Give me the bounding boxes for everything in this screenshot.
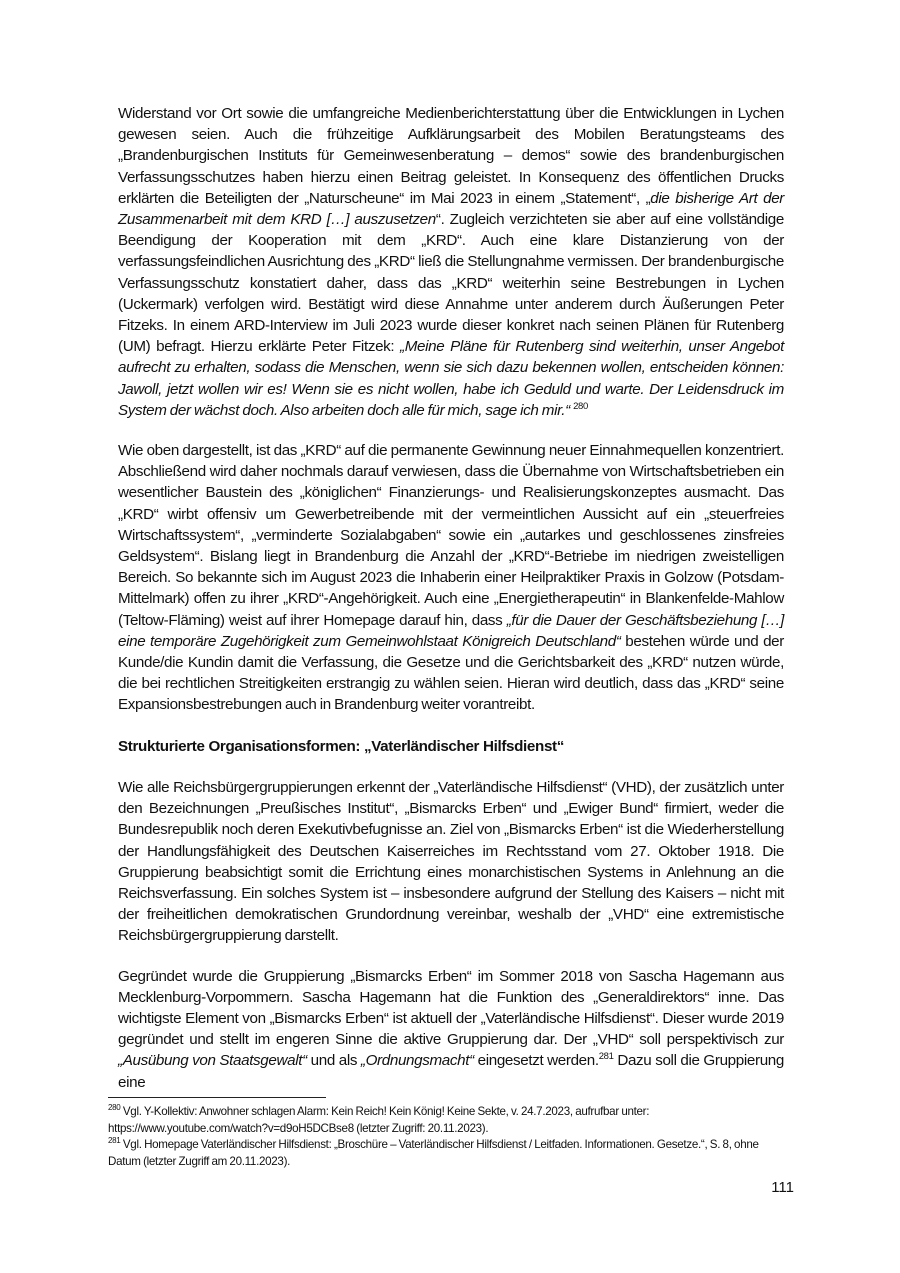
quote-run: „Ausübung von Staatsgewalt“ (118, 1052, 307, 1070)
footnote-divider (108, 1097, 326, 1098)
quote-run: die bisherige Art der Zusammenarbeit mit dem KRD […] auszusetzen (118, 189, 784, 229)
footnote-ref-281[interactable]: 281 (598, 1051, 614, 1063)
paragraph-krd-business (118, 440, 784, 716)
footnote-280 (108, 1104, 788, 1137)
text-run: Widerstand vor Ort sowie die umfangreiche Medienberichterstattung über die Entwicklungen in Lychen gewesen seien. Auch die frühzeitige Aufklärungsarbeit des Mobilen Beratungsteams des „Brandenburgischen Instituts für Gemeinwesenberatung – demos“ sowie des brandenburgischen Verfassungsschutzes haben hierzu einen Beitrag geleistet. In Konsequenz des öffentlichen Drucks erklärten die Beteiligten der „Naturscheune“ im Mai 2023 in einem „Statement“, „ (118, 105, 784, 207)
footnote-ref-280[interactable]: 280 (573, 400, 588, 412)
section-heading: Strukturierte Organisationsformen: „Vaterländischer Hilfsdienst“ (118, 737, 564, 755)
paragraph-lychen (118, 103, 784, 421)
quote-run: „Meine Pläne für Rutenberg sind weiterhin, unser Angebot aufrecht zu erhalten, sodass die Menschen, wenn sie sich dazu bekennen wollen, entscheiden können: Jawoll, jetzt wollen wir es! Wenn sie es nicht wollen, habe ich Geduld und warte. Der Leidensdruck im System der wächst doch. Also arbeiten doch alle für mich, sage ich mir.“ (118, 338, 784, 419)
text-run: bestehen würde und der Kunde/die Kundin damit die Verfassung, die Gesetze und die Gerichtsbarkeit des „KRD“ nutzen würde, die bei rechtlichen Streitigkeiten erstrangig zu wählen seien. Hieran wird deutlich, dass das „KRD“ seine Expansionsbestrebungen auch in Brandenburg weiter vorantreibt. (118, 632, 784, 714)
footnote-text: Vgl. Y-Kollektiv: Anwohner schlagen Alarm: Kein Reich! Kein König! Keine Sekte, v. 24.7.2023, aufrufbar unter: https://www.youtube.com/watch?v=d9oH5DCBse8 (letzter Zugriff: 20.11.2023). (108, 1105, 650, 1135)
footnote-number: 281 (108, 1136, 121, 1146)
paragraph-vhd-intro: Wie alle Reichsbürgergruppierungen erkennt der „Vaterländische Hilfsdienst“ (VHD), der zusätzlich unter den Bezeichnungen „Preußisches Institut“, „Bismarcks Erben“ und „Ewiger Bund“ firmiert, weder die Bundesrepublik noch deren Exekutivbefugnisse an. Ziel von „Bismarcks Erben“ ist die Wiederherstellung der Handlungsfähigkeit des Deutschen Kaiserreiches im Rechtsstand vom 27. Oktober 1918. Die Gruppierung beabsichtigt somit die Errichtung eines monarchistischen Systems in Anlehnung an die Reichsverfassung. Ein solches System ist – insbesondere aufgrund der Stellung des Kaisers – nicht mit der freiheitlichen demokratischen Grundordnung vereinbar, weshalb der „VHD“ eine extremistische Reichsbürgergruppierung darstellt. (118, 778, 784, 945)
text-run: Gegründet wurde die Gruppierung „Bismarcks Erben“ im Sommer 2018 von Sascha Hagemann aus Mecklenburg-Vorpommern. Sascha Hagemann hat die Funktion des „Generaldirektors“ inne. Das wichtigste Element von „Bismarcks Erben“ ist aktuell der „Vaterländische Hilfsdienst“. Dieser wurde 2019 gegründet und stellt im engeren Sinne die aktive Gruppierung dar. Der „VHD“ soll perspektivisch zur (118, 967, 784, 1049)
paragraph-vhd-founding (118, 966, 784, 1093)
footnote-number: 280 (108, 1103, 121, 1113)
footnotes (108, 1104, 788, 1170)
quote-run: „für die Dauer der Geschäftsbeziehung […] eine temporäre Zugehörigkeit zum Gemeinwohlstaat Königreich Deutschland“ (118, 611, 784, 650)
quote-run: „Ordnungsmacht“ (360, 1052, 474, 1070)
text-run: eingesetzt werden. (473, 1052, 599, 1070)
page-number: 111 (771, 1179, 794, 1196)
footnote-text: Vgl. Homepage Vaterländischer Hilfsdienst: „Broschüre – Vaterländischer Hilfsdienst / Leitfaden. Informationen. Gesetze.“, S. 8, ohne Datum (letzter Zugriff am 20.11.2023). (108, 1138, 759, 1168)
footnote-281 (108, 1137, 788, 1170)
text-run: Dazu soll die Gruppierung eine (118, 1052, 784, 1091)
text-run: und als (306, 1052, 361, 1070)
text-run: Wie oben dargestellt, ist das „KRD“ auf die permanente Gewinnung neuer Einnahmequellen konzentriert. Abschließend wird daher nochmals darauf verwiesen, dass die Übernahme von Wirtschaftsbetrieben ein wesentlicher Baustein des „königlichen“ Finanzierungs- und Realisierungskonzeptes ausmacht. Das „KRD“ wirbt offensiv um Gewerbetreibende mit der vermeintlichen Aussicht auf ein „steuerfreies Wirtschaftssystem“, „verminderte Sozialabgaben“ sowie ein „autarkes und geschlossenes zinsfreies Geldsystem“. Bislang liegt in Brandenburg die Anzahl der „KRD“-Betriebe im niedrigen zweistelligen Bereich. So bekannte sich im August 2023 die Inhaberin einer Heilpraktiker Praxis in Golzow (Potsdam-Mittelmark) offen zu ihrer „KRD“-Angehörigkeit. Auch eine „Energietherapeutin“ in Blankenfelde-Mahlow (Teltow-Fläming) weist auf ihrer Homepage darauf hin, dass (118, 442, 784, 629)
body-text (118, 103, 784, 1093)
text-run: “. Zugleich verzichteten sie aber auf eine vollständige Beendigung der Kooperation mit dem „KRD“. Auch eine klare Distanzierung von der verfassungsfeindlichen Ausrichtung des „KRD“ ließ die Stellungnahme vermissen. Der brandenburgische Verfassungsschutz konstatiert daher, dass das „KRD“ weiterhin seine Bestrebungen in Lychen (Uckermark) verfolgen wird. Bestätigt wird diese Annahme unter anderem durch Äußerungen Peter Fitzeks. In einem ARD-Interview im Juli 2023 wurde dieser konkret nach seinen Plänen für Rutenberg (UM) befragt. Hierzu erklärte Peter Fitzek: (118, 211, 784, 356)
